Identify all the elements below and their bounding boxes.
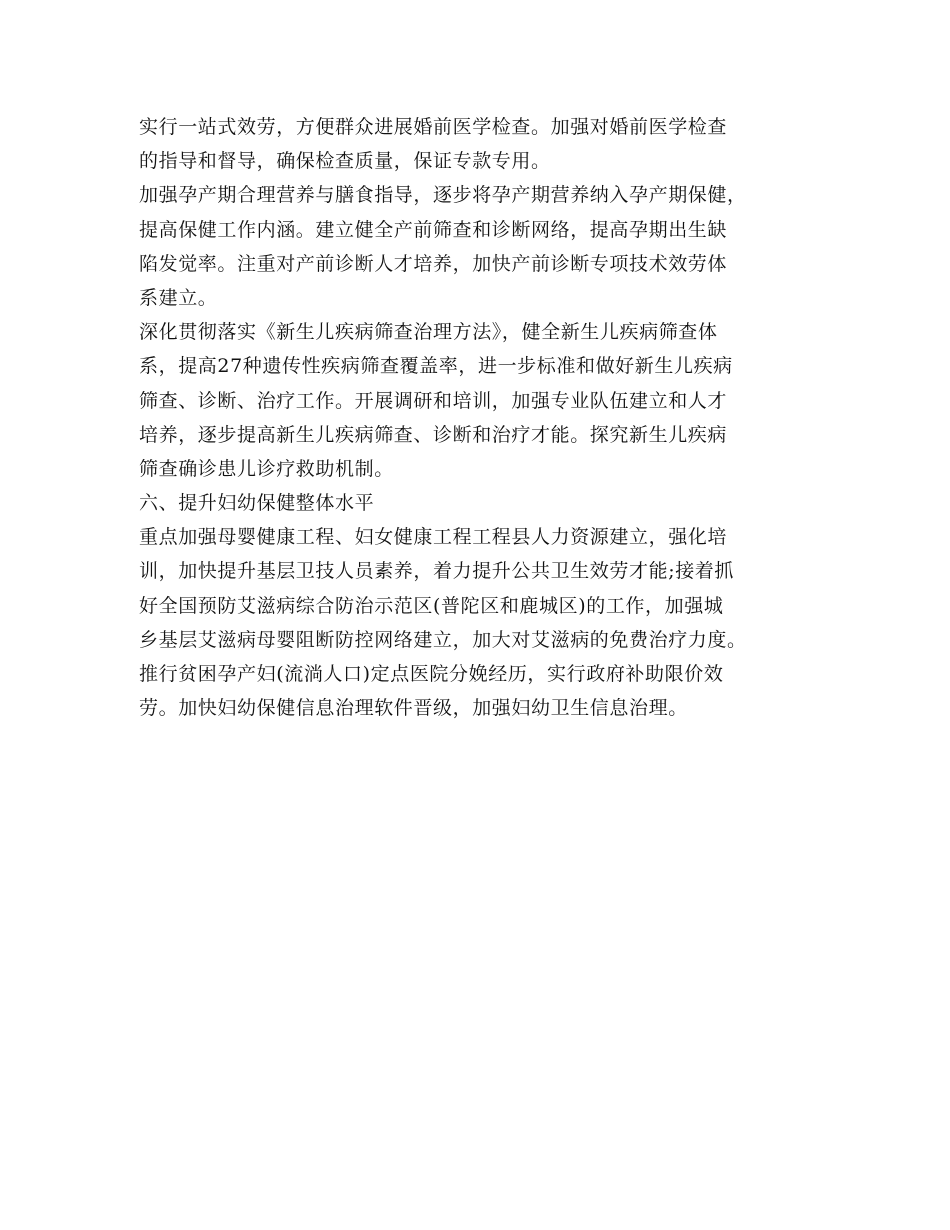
- paragraph-newborn-screening: [139, 315, 819, 486]
- paragraph-prenatal-care: [139, 178, 819, 315]
- paragraph-premarital-exam: [139, 110, 819, 178]
- text-line: 重点加强母婴健康工程、妇女健康工程工程县人力资源建立，强化培: [139, 526, 728, 549]
- text-line: 筛查确诊患儿诊疗救助机制。: [139, 457, 394, 480]
- text-line: 系建立。: [139, 286, 218, 309]
- section-heading: [139, 486, 819, 520]
- section-heading-text: 六、提升妇幼保健整体水平: [139, 492, 375, 515]
- paragraph-maternal-child-health: [139, 520, 819, 725]
- document-body: [139, 110, 819, 725]
- text-line: 劳。加快妇幼保健信息治理软件晋级，加强妇幼卫生信息治理。: [139, 697, 688, 720]
- text-line: 培养，逐步提高新生儿疾病筛查、诊断和治疗才能。探究新生儿疾病: [139, 423, 728, 446]
- text-line: 筛查、诊断、治疗工作。开展调研和培训，加强专业队伍建立和人才: [139, 389, 728, 412]
- text-line: 的指导和督导，确保检查质量，保证专款专用。: [139, 150, 551, 173]
- text-line: 提高保健工作内涵。建立健全产前筛查和诊断网络，提高孕期出生缺: [139, 218, 728, 241]
- text-line: 深化贯彻落实《新生儿疾病筛查治理方法》，健全新生儿疾病筛查体: [139, 321, 718, 344]
- text-line: 乡基层艾滋病母婴阻断防控网络建立，加大对艾滋病的免费治疗力度。: [139, 628, 747, 651]
- text-line: 好全国预防艾滋病综合防治示范区(普陀区和鹿城区)的工作，加强城: [139, 594, 724, 617]
- text-line: 训，加快提升基层卫技人员素养，着力提升公共卫生效劳才能;接着抓: [139, 560, 735, 583]
- text-line: 推行贫困孕产妇(流淌人口)定点医院分娩经历，实行政府补助限价效: [139, 663, 724, 685]
- text-line: 系，提高27种遗传性疾病筛查覆盖率，进一步标准和做好新生儿疾病: [139, 355, 733, 378]
- text-line: 陷发觉率。注重对产前诊断人才培养，加快产前诊断专项技术效劳体: [139, 252, 728, 275]
- text-line: 加强孕产期合理营养与膳食指导，逐步将孕产期营养纳入孕产期保健，: [139, 184, 747, 207]
- text-line: 实行一站式效劳，方便群众进展婚前医学检查。加强对婚前医学检查: [139, 116, 728, 138]
